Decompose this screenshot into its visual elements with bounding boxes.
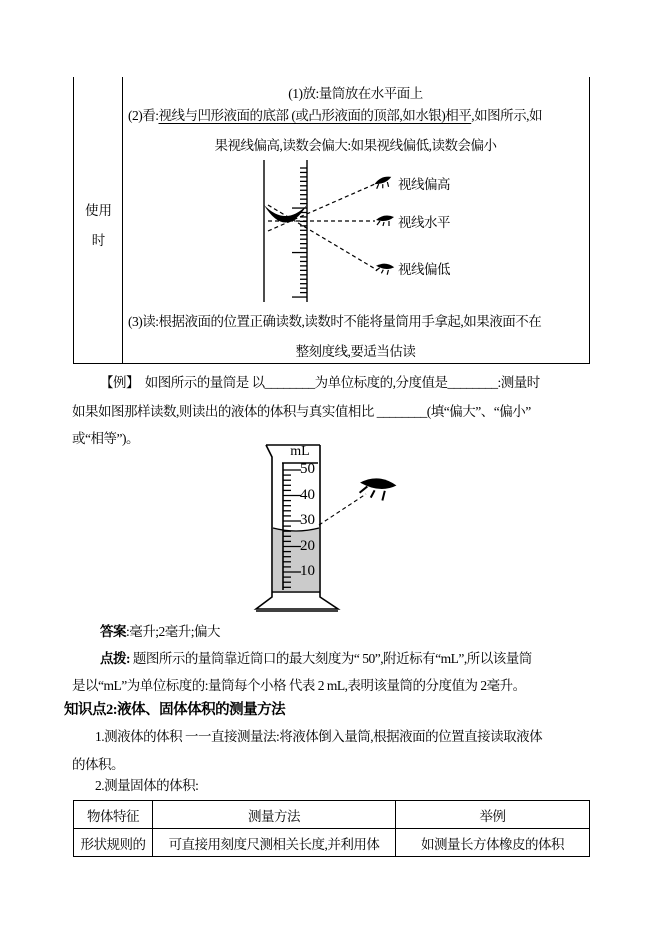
scale-label-40: 40 — [300, 487, 315, 503]
label-sight-level: 视线水平 — [398, 215, 450, 230]
step2-underlined-text: 视线与凹形液面的底部 (或凸形液面的顶部,如水银)相平 — [158, 108, 472, 123]
hint-line2: 是以“mL”为单位标度的:量筒每个小格 代表 2 mL,表明该量筒的分度值为 2毫升。 — [72, 678, 526, 693]
example-line2: 如果如图那样读数,则读出的液体的体积与真实值相比 ________(填“偏大”、“偏小” — [72, 404, 531, 419]
scale-label-50: 50 — [300, 461, 315, 477]
solids-row1-method: 可直接用刻度尺测相关长度,并利用体 — [153, 829, 396, 856]
scale-label-20: 20 — [300, 538, 315, 554]
step2-look — [128, 107, 542, 124]
scale-label-10: 10 — [300, 563, 315, 579]
table-column-divider — [122, 77, 123, 363]
eye-icon — [373, 175, 393, 189]
step1-place: (1)放:量筒放在水平面上 — [288, 86, 423, 101]
step2-suffix: ,如图所示,如 — [471, 108, 542, 123]
hint-line1 — [100, 650, 532, 667]
step2-prefix: (2)看: — [128, 108, 159, 123]
solids-table — [73, 800, 590, 857]
step3-read: (3)读:根据液面的位置正确读数,读数时不能将量筒用手拿起,如果液面不在 — [128, 314, 542, 329]
cylinder-base — [256, 592, 338, 611]
label-sight-low: 视线偏低 — [398, 262, 450, 277]
solids-row1-example: 如测量长方体橡皮的体积 — [421, 836, 564, 852]
step2-look-cont: 果视线偏高,读数会偏大:如果视线偏低,读数会偏小 — [214, 138, 497, 153]
ruler-ticks — [292, 168, 307, 297]
solids-header-feature: 物体特征 — [74, 801, 153, 829]
eye-icon — [375, 261, 395, 275]
row-header-usage: 使用 — [85, 203, 112, 218]
solids-header-example: 举例 — [396, 801, 589, 829]
sight-line — [319, 494, 366, 525]
hint-label: 点拨: — [100, 651, 130, 666]
sight-line-high — [268, 184, 375, 231]
eye-icon — [357, 474, 397, 503]
solids-row1-feature: 形状规则的 — [74, 829, 153, 856]
knowledge2-p1-line2: 的体积。 — [72, 757, 124, 772]
example-line1: 【例】 如图所示的量筒是 以________为单位标度的,分度值是________:测量时 — [100, 375, 540, 390]
unit-label: mL — [290, 444, 310, 459]
sight-line-low — [268, 205, 377, 270]
row-header-usage-2: 时 — [91, 233, 106, 248]
scale-label-30: 30 — [300, 512, 315, 528]
knowledge2-p1-line1: 1.测液体的体积 一一直接测量法:将液体倒入量筒,根据液面的位置直接读取液体 — [95, 729, 543, 744]
knowledge2-p2: 2.测量固体的体积: — [95, 778, 199, 793]
answer-label: 答案 — [100, 624, 126, 639]
knowledge2-heading: 知识点2:液体、固体体积的测量方法 — [64, 702, 286, 718]
answer-line — [100, 623, 220, 640]
label-sight-high: 视线偏高 — [398, 177, 450, 192]
example-line3: 或“相等”)。 — [72, 431, 139, 446]
solids-header-method: 测量方法 — [153, 801, 396, 829]
hint-text1: 题图所示的量筒靠近筒口的最大刻度为“ 50”,附近标有“mL”,所以该量筒 — [130, 651, 532, 666]
answer-text: :毫升;2毫升;偏大 — [126, 624, 221, 639]
graduated-cylinder-diagram — [252, 440, 402, 620]
eye-icon — [376, 216, 394, 226]
step3-read-cont: 整刻度线,要适当估读 — [295, 344, 416, 359]
